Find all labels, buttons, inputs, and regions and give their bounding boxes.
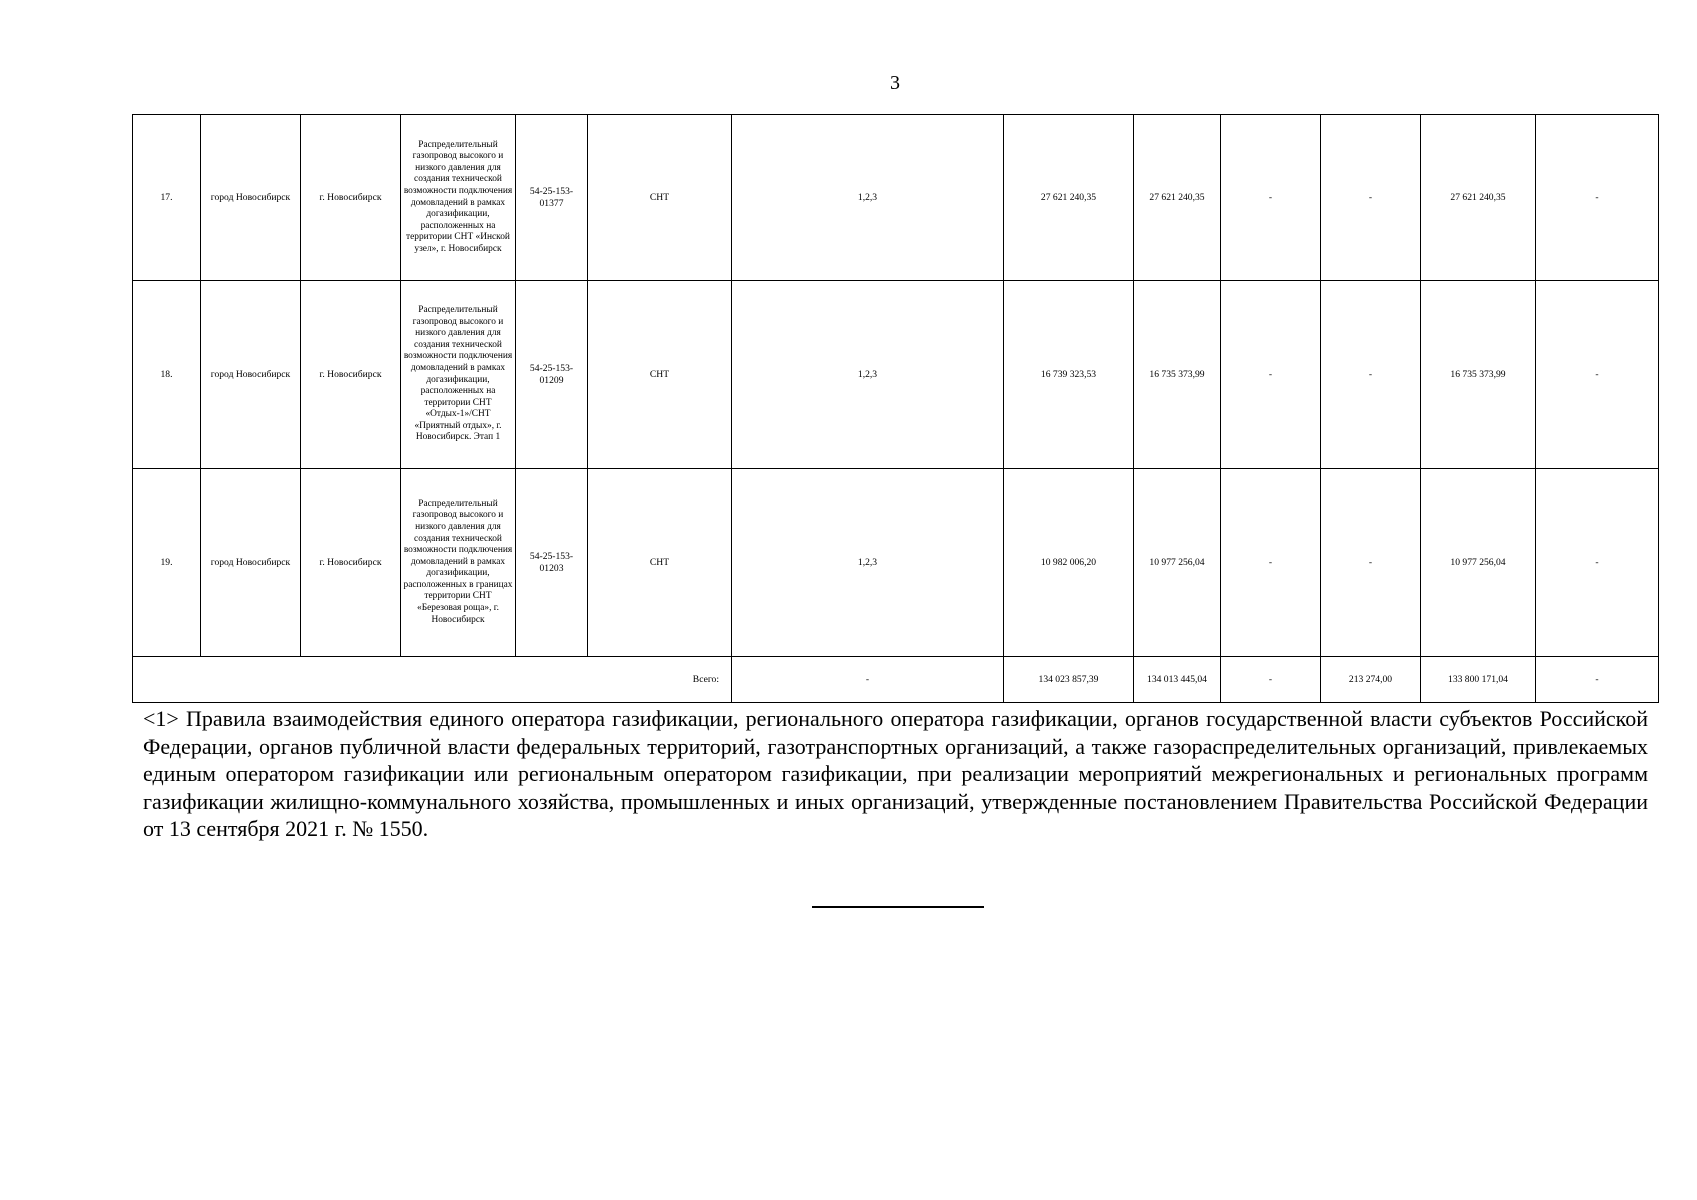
page-number: 3 <box>890 72 900 94</box>
total-cost-a-cell: 134 013 445,04 <box>1134 657 1221 703</box>
municipality-cell: город Новосибирск <box>201 281 301 469</box>
cost-e-cell: - <box>1536 115 1659 281</box>
cost-c-cell: - <box>1321 115 1421 281</box>
cost-d-cell: 16 735 373,99 <box>1421 281 1536 469</box>
cost-e-cell: - <box>1536 281 1659 469</box>
total-label: Всего: <box>133 657 732 703</box>
footnote: <1> Правила взаимодействия единого оператора газификации, регионального оператора газификации, органов государственной власти субъектов Российской Федерации, органов публичной власти федеральных территорий, газотранспортных организаций, а также газораспределительных организаций, привлекаемых единым оператором газификации или региональным оператором газификации, при реализации мероприятий межрегиональных и региональных программ газификации жилищно-коммунального хозяйства, промышленных и иных организаций, утвержденные постановлением Правительства Российской Федерации от 13 сентября 2021 г. № 1550. <box>143 706 1648 841</box>
cost-d-cell: 10 977 256,04 <box>1421 469 1536 657</box>
cost-d-cell: 27 621 240,35 <box>1421 115 1536 281</box>
cost-e-cell: - <box>1536 469 1659 657</box>
cost-a-cell: 27 621 240,35 <box>1134 115 1221 281</box>
cost-b-cell: - <box>1221 281 1321 469</box>
program-table <box>132 114 1659 703</box>
table-row <box>133 115 1659 281</box>
total-cost-cell: 10 982 006,20 <box>1004 469 1134 657</box>
rules-cell: 1,2,3 <box>732 469 1004 657</box>
object-type-cell: СНТ <box>588 469 732 657</box>
total-rules-cell: - <box>732 657 1004 703</box>
cost-b-cell: - <box>1221 469 1321 657</box>
row-number-cell: 19. <box>133 469 201 657</box>
settlement-cell: г. Новосибирск <box>301 281 401 469</box>
settlement-cell: г. Новосибирск <box>301 469 401 657</box>
cost-a-cell: 16 735 373,99 <box>1134 281 1221 469</box>
settlement-cell: г. Новосибирск <box>301 115 401 281</box>
table-row <box>133 469 1659 657</box>
total-cost-cell: 134 023 857,39 <box>1004 657 1134 703</box>
object-type-cell: СНТ <box>588 115 732 281</box>
rules-cell: 1,2,3 <box>732 115 1004 281</box>
object-type-cell: СНТ <box>588 281 732 469</box>
municipality-cell: город Новосибирск <box>201 469 301 657</box>
row-number-cell: 17. <box>133 115 201 281</box>
cost-b-cell: - <box>1221 115 1321 281</box>
total-cost-d-cell: 133 800 171,04 <box>1421 657 1536 703</box>
row-number-cell: 18. <box>133 281 201 469</box>
total-cost-cell: 16 739 323,53 <box>1004 281 1134 469</box>
cost-a-cell: 10 977 256,04 <box>1134 469 1221 657</box>
object-code-cell: 54-25-153-01377 <box>516 115 588 281</box>
object-description-cell: Распределительный газопровод высокого и низкого давления для создания технической возможности подключения домовладений в рамках догазификации, расположенных на территории СНТ «Инской узел», г. Новосибирск <box>401 115 516 281</box>
object-description-cell: Распределительный газопровод высокого и низкого давления для создания технической возможности подключения домовладений в рамках догазификации, расположенных в границах территории СНТ «Березовая роща», г. Новосибирск <box>401 469 516 657</box>
municipality-cell: город Новосибирск <box>201 115 301 281</box>
total-row <box>133 657 1659 703</box>
total-cost-c-cell: 213 274,00 <box>1321 657 1421 703</box>
total-cost-cell: 27 621 240,35 <box>1004 115 1134 281</box>
object-code-cell: 54-25-153-01203 <box>516 469 588 657</box>
cost-c-cell: - <box>1321 281 1421 469</box>
end-separator-line <box>812 906 984 908</box>
object-description-cell: Распределительный газопровод высокого и низкого давления для создания технической возможности подключения домовладений в рамках догазификации, расположенных на территории СНТ «Отдых-1»/СНТ «Приятный отдых», г. Новосибирск. Этап 1 <box>401 281 516 469</box>
total-cost-b-cell: - <box>1221 657 1321 703</box>
total-cost-e-cell: - <box>1536 657 1659 703</box>
table-row <box>133 281 1659 469</box>
cost-c-cell: - <box>1321 469 1421 657</box>
object-code-cell: 54-25-153-01209 <box>516 281 588 469</box>
rules-cell: 1,2,3 <box>732 281 1004 469</box>
